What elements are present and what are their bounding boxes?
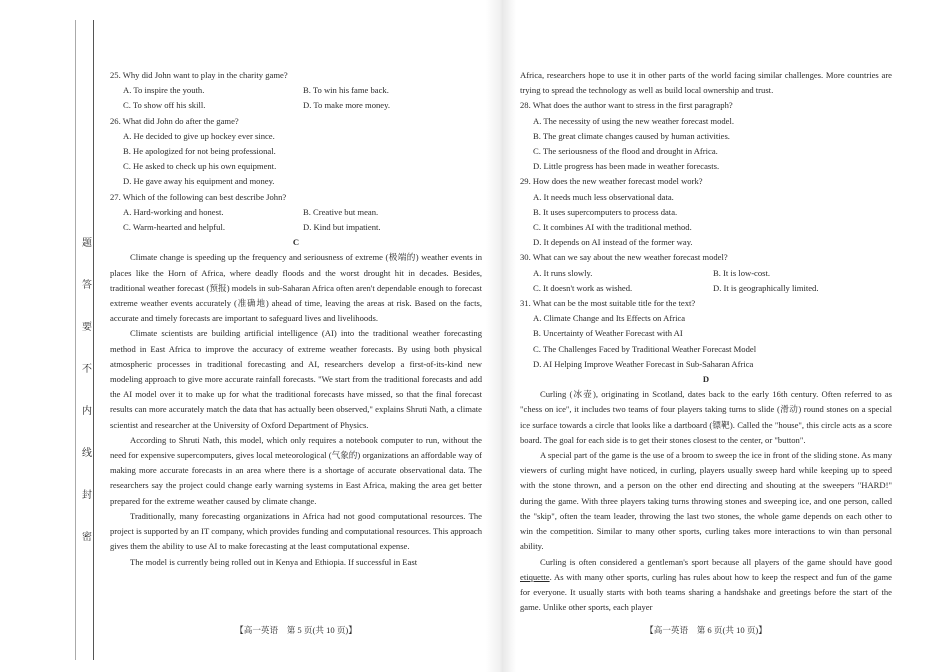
option-a: A. It runs slowly.: [533, 267, 593, 278]
seal-char: 不: [82, 364, 92, 375]
question-stem: 27. Which of the following can best describe John?: [110, 191, 287, 202]
question-stem: 26. What did John do after the game?: [110, 115, 239, 126]
section-heading-d: D: [702, 374, 710, 385]
text-run: Curling is often considered a gentleman's sport because all players of the game should have good: [540, 556, 892, 567]
option-b: B. Uncertainty of Weather Forecast with AI: [533, 328, 683, 339]
passage-paragraph: The model is currently being rolled out in Kenya and Ethiopia. If successful in East: [130, 556, 418, 567]
option-d: D. Kind but impatient.: [303, 222, 381, 233]
option-row: [110, 83, 482, 98]
exam-page-5: [110, 68, 482, 570]
page-fold-shadow: [486, 0, 516, 672]
option-row: [110, 98, 482, 113]
option-row: [520, 266, 892, 281]
question-stem: 31. What can be the most suitable title for the text?: [520, 298, 696, 309]
option-c: C. Warm-hearted and helpful.: [123, 222, 225, 233]
option-b: B. To win his fame back.: [303, 85, 389, 96]
option-b: B. It uses supercomputers to process data.: [533, 206, 678, 217]
question-stem: 25. Why did John want to play in the charity game?: [110, 70, 288, 80]
question-stem: 29. How does the new weather forecast model work?: [520, 176, 703, 187]
option-c: C. It combines AI with the traditional method.: [533, 222, 692, 233]
page-footer: 【高一英语 第 5 页(共 10 页)】: [235, 625, 357, 635]
option-d: D. To make more money.: [303, 100, 390, 111]
option-b: B. He apologized for not being professional.: [123, 146, 276, 157]
passage-continuation: Africa, researchers hope to use it in other parts of the world facing similar challenges. More countries are trying to spread the technology as well as build local ownership and trust.: [520, 70, 892, 96]
option-d: D. Little progress has been made in weather forecasts.: [533, 161, 720, 172]
seal-notice: [80, 238, 94, 574]
option-a: A. Climate Change and Its Effects on Africa: [533, 313, 686, 324]
seal-char: 题: [82, 238, 92, 249]
option-c: C. It doesn't work as wished.: [533, 282, 633, 293]
question-stem: 28. What does the author want to stress in the first paragraph?: [520, 100, 733, 111]
passage-paragraph: Curling (冰壶), originating in Scotland, dates back to the early 16th century. Often referred to as "chess on ice", it includes two teams of four players taking turns to slide (滑动) round stones on a special ice surface towards a circle that looks like a dartboard (镖靶). Called the "house", this circle acts as a score board. The goal for each side is to get their stones closest to the center, or "button".: [520, 389, 892, 445]
section-heading-c: C: [292, 237, 300, 248]
passage-paragraph: Climate scientists are building artificial intelligence (AI) into the traditional weather forecasting method in East Africa to improve the accuracy of extreme weather forecasts. By using both physical atmospheric processes in traditional forecasting and AI, researchers develop a first-of-its-kind new modeling approach to give more accurate rainfall forecasts. "We start from the traditional forecasts and add the AI model over it to make up for what the traditional forecasts have missed, so that the final forecast results can more accurately match the data that has actually been observed," explains Shruti Nath, a climate scientist and researcher at the University of Oxford Department of Physics.: [110, 328, 482, 430]
option-a: A. He decided to give up hockey ever since.: [123, 130, 275, 141]
option-row: [110, 205, 482, 220]
underlined-word: etiquette: [520, 571, 550, 582]
option-a: A. Hard-working and honest.: [123, 206, 224, 217]
question-stem: 30. What can we say about the new weather forecast model?: [520, 252, 728, 263]
option-d: D. AI Helping Improve Weather Forecast in Sub-Saharan Africa: [533, 358, 754, 369]
option-b: B. It is low-cost.: [713, 267, 771, 278]
option-d: D. It depends on AI instead of the former way.: [533, 237, 693, 248]
seal-char: 答: [82, 280, 92, 291]
question-29: [520, 174, 892, 250]
passage-paragraph: Traditionally, many forecasting organizations in Africa had not good computational resources. The project is supported by an IT company, which provides funding and computational resources. This approach gives them the ability to use AI to make forecasting at the least computational expense.: [110, 510, 482, 552]
option-b: B. The great climate changes caused by human activities.: [533, 130, 730, 141]
question-31: [520, 296, 892, 372]
option-d: D. He gave away his equipment and money.: [123, 176, 275, 187]
option-c: C. He asked to check up his own equipment.: [123, 161, 277, 172]
seal-char: 内: [82, 406, 92, 417]
option-c: C. To show off his skill.: [123, 100, 206, 111]
option-a: A. The necessity of using the new weather forecast model.: [533, 115, 735, 126]
option-row: [110, 220, 482, 235]
option-c: C. The seriousness of the flood and drought in Africa.: [533, 146, 718, 157]
passage-paragraph: [520, 555, 892, 616]
question-26: [110, 114, 482, 190]
passage-paragraph: A special part of the game is the use of a broom to sweep the ice in front of the sliding stone. As many viewers of curling might have noticed, in curling, players usually sweep hard while keeping up to speed with the stone thrown, and a person on the other end directing and shouting at the sweepers "HARD!" during the game. With three players taking turns throwing stones and sweeping ice, and one person, called the "skip", often the team leader, throwing the last two stones, the whole game depends on each other to win the competition. Similar to many other sports, curling takes more interactions to win than personal ability.: [520, 450, 892, 552]
question-30: [520, 250, 892, 296]
exam-page-6: [520, 68, 892, 615]
binding-margin: [0, 0, 100, 672]
page-footer: 【高一英语 第 6 页(共 10 页)】: [645, 625, 767, 635]
passage-paragraph: Climate change is speeding up the frequency and seriousness of extreme (极端的) weather events in places like the Horn of Africa, where deadly floods and the worst drought hit in decades. Besides, traditional weather forecast (预报) models in sub-Saharan Africa often aren't dependable enough to forecast extreme weather events accurately (准确地) ahead of time, leaving the areas at risk. Based on the facts, accurate and timely forecasts are important to safeguard lives and livelihoods.: [110, 252, 482, 324]
question-25: [110, 68, 482, 114]
option-d: D. It is geographically limited.: [713, 282, 819, 293]
seal-char: 密: [82, 532, 92, 543]
margin-guide-line: [75, 20, 76, 660]
option-row: [520, 281, 892, 296]
option-a: A. To inspire the youth.: [123, 85, 205, 96]
passage-paragraph: According to Shruti Nath, this model, which only requires a notebook computer to run, without the need for expensive supercomputers, gives local meteorological (气象的) organizations an affordable way of making more accurate forecasts in an area where there is a shortage of accurate observational data. The researchers say the project could change early warning systems in East Africa, making the area get better prepared for the extreme weather caused by climate change.: [110, 434, 482, 506]
seal-char: 线: [82, 448, 92, 459]
question-27: [110, 190, 482, 236]
seal-char: 要: [82, 322, 92, 333]
option-a: A. It needs much less observational data.: [533, 191, 674, 202]
text-run: . As with many other sports, curling has rules about how to keep the respect and fun of the game for everyone. It usually starts with both teams sharing a handshake and greetings before the start of the game. Unlike other sports, each player: [520, 571, 892, 613]
option-c: C. The Challenges Faced by Traditional Weather Forecast Model: [533, 343, 757, 354]
question-28: [520, 98, 892, 174]
seal-char: 封: [82, 490, 92, 501]
option-b: B. Creative but mean.: [303, 206, 379, 217]
